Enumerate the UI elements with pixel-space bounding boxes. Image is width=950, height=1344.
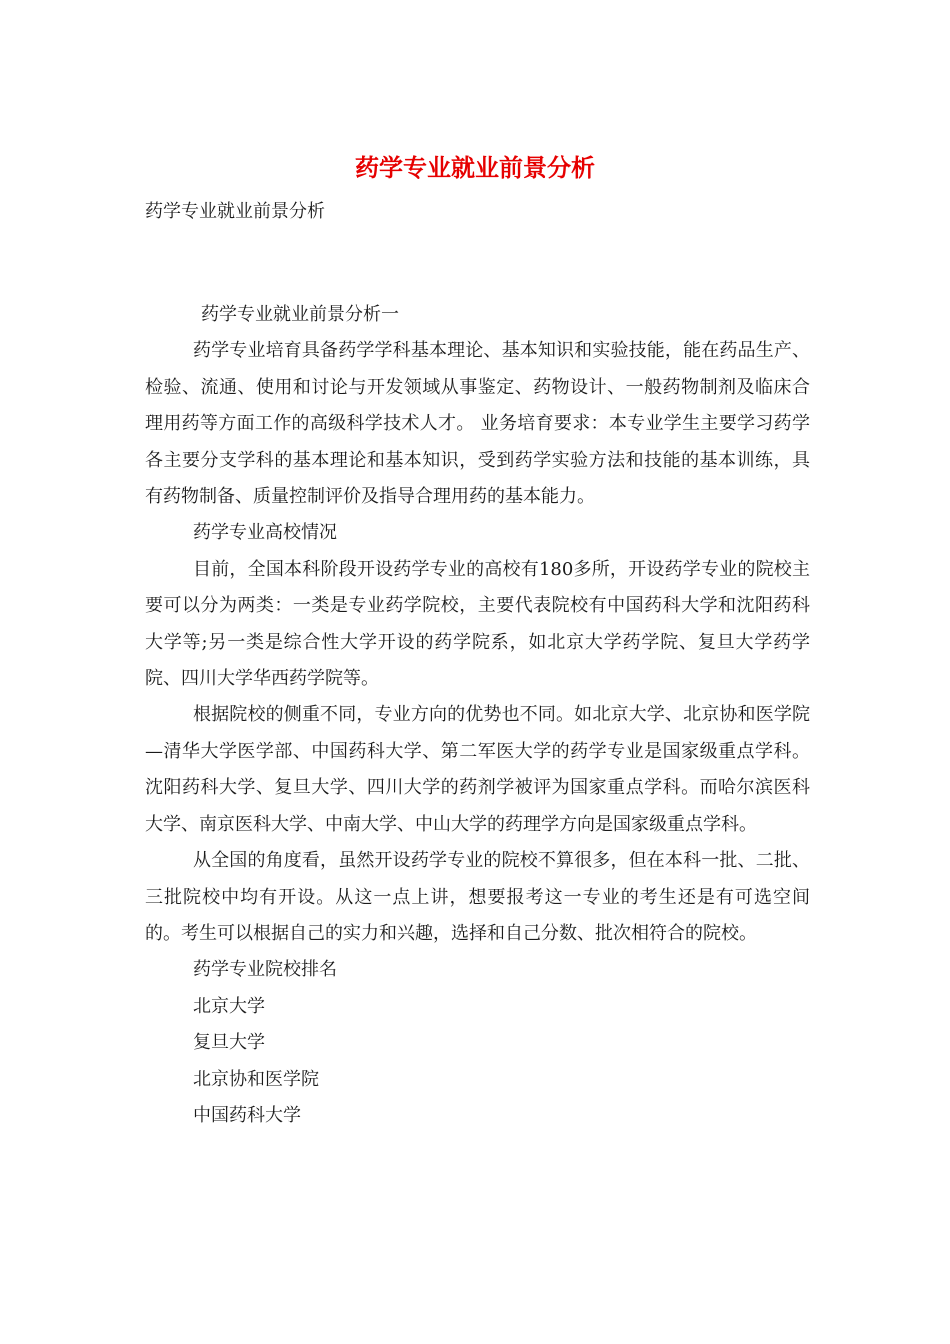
section-heading: 药学专业就业前景分析一: [201, 304, 399, 325]
paragraph-schools-heading: 药学专业高校情况: [193, 522, 337, 544]
paragraph-key-disciplines: 根据院校的侧重不同，专业方向的优势也不同。如北京大学、北京协和医学院—清华大学医学部、中国药科大学、第二军医大学的药学专业是国家级重点学科。沈阳药科大学、复旦大学、四川大学的药剂学被评为国家重点学科。而哈尔滨医科大学、南京医科大学、中南大学、中山大学的药理学方向是国家级重点学科。: [145, 704, 810, 835]
paragraph-schools: 目前，全国本科阶段开设药学专业的高校有180多所，开设药学专业的院校主要可以分为两类：一类是专业药学院校，主要代表院校有中国药科大学和沈阳药科大学等;另一类是综合性大学开设的药学院系，如北京大学药学院、复旦大学药学院、四川大学华西药学院等。: [145, 558, 810, 690]
document-subtitle: 药学专业就业前景分析: [145, 201, 325, 222]
ranking-item: 北京大学: [193, 995, 265, 1017]
document-body: [145, 297, 810, 1134]
document-title: 药学专业就业前景分析: [355, 153, 595, 182]
paragraph-intro: 药学专业培育具备药学学科基本理论、基本知识和实验技能，能在药品生产、检验、流通、使用和讨论与开发领域从事鉴定、药物设计、一般药物制剂及临床合理用药等方面工作的高级科学技术人才。 业务培育要求：本专业学生主要学习药学各主要分支学科的基本理论和基本知识，受到药学实验方法和技能的基本训练，具有药物制备、质量控制评价及指导合理用药的基本能力。: [145, 340, 810, 508]
paragraph-national-view: 从全国的角度看，虽然开设药学专业的院校不算很多，但在本科一批、二批、三批院校中均有开设。从这一点上讲，想要报考这一专业的考生还是有可选空间的。考生可以根据自己的实力和兴趣，选择和自己分数、批次相符合的院校。: [145, 850, 810, 944]
paragraph-ranking-heading: 药学专业院校排名: [193, 959, 337, 981]
ranking-item: 北京协和医学院: [193, 1068, 319, 1090]
ranking-item: 复旦大学: [193, 1032, 265, 1054]
ranking-item: 中国药科大学: [193, 1104, 301, 1126]
